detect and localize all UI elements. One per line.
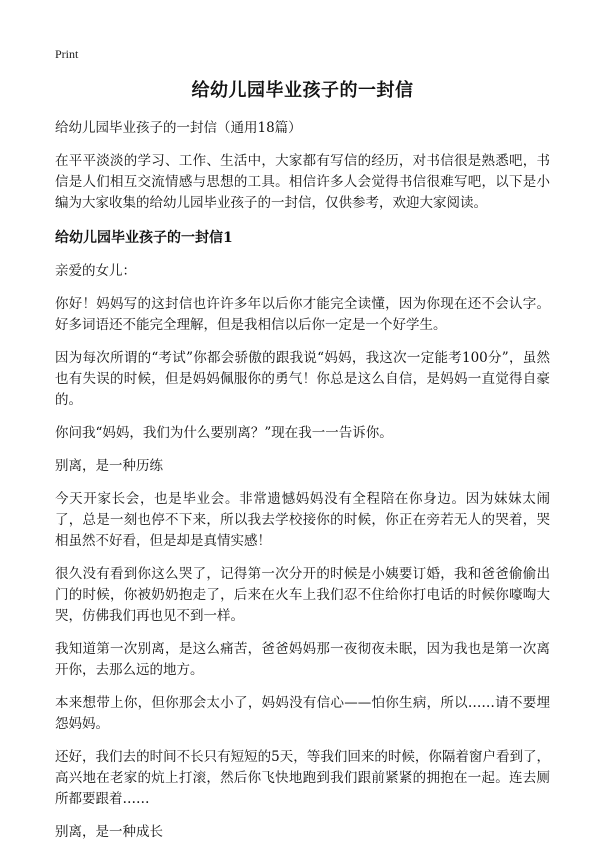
greeting-paragraph: 亲爱的女儿： [55,263,136,279]
body-paragraph: 本来想带上你，但你那会太小了，妈妈没有信心——怕你生病，所以……请不要埋怨妈妈。 [55,695,550,732]
document-subtitle: 给幼儿园毕业孩子的一封信（通用18篇） [55,120,302,136]
intro-paragraph: 在平平淡淡的学习、工作、生活中，大家都有写信的经历，对书信很是熟悉吧，书信是人们相互交流情感与思想的工具。相信许多人会觉得书信很难写吧，以下是小编为大家收集的给幼儿园毕业孩子的一封信，仅供参考，欢迎大家阅读。 [55,153,550,211]
body-paragraph: 你好！妈妈写的这封信也许许多年以后你才能完全读懂，因为你现在还不会认字。好多词语还不能完全理解，但是我相信以后你一定是一个好学生。 [55,296,550,333]
body-paragraph: 今天开家长会，也是毕业会。非常遗憾妈妈没有全程陪在你身边。因为妹妹太闹了，总是一刻也停不下来，所以我去学校接你的时候，你正在旁若无人的哭着，哭相虽然不好看，但是却是真情实感！ [55,491,550,549]
body-paragraph: 还好，我们去的时间不长只有短短的5天，等我们回来的时候，你隔着窗户看到了，高兴地在老家的炕上打滚，然后你飞快地跑到我们跟前紧紧的拥抱在一起。连去厕所都要跟着…… [55,749,550,807]
document-body [55,78,550,843]
section-heading: 给幼儿园毕业孩子的一封信1 [55,230,233,246]
body-paragraph: 你问我“妈妈，我们为什么要别离？”现在我一一告诉你。 [55,425,393,441]
body-paragraph: 因为每次所谓的“考试”你都会骄傲的跟我说“妈妈，我这次一定能考100分”，虽然也有失误的时候，但是妈妈佩服你的勇气！你总是这么自信，是妈妈一直觉得自豪的。 [55,350,550,408]
body-paragraph: 我知道第一次别离，是这么痛苦，爸爸妈妈那一夜彻夜未眠，因为我也是第一次离开你，去那么远的地方。 [55,641,550,678]
print-link[interactable]: Print [55,47,79,61]
subheading-paragraph: 别离，是一种历练 [55,458,163,474]
subheading-paragraph: 别离，是一种成长 [55,824,163,840]
document-title: 给幼儿园毕业孩子的一封信 [191,80,414,101]
body-paragraph: 很久没有看到你这么哭了，记得第一次分开的时候是小姨要订婚，我和爸爸偷偷出门的时候，你被奶奶抱走了，后来在火车上我们忍不住给你打电话的时候你嚎啕大哭，仿佛我们再也见不到一样。 [55,566,550,624]
